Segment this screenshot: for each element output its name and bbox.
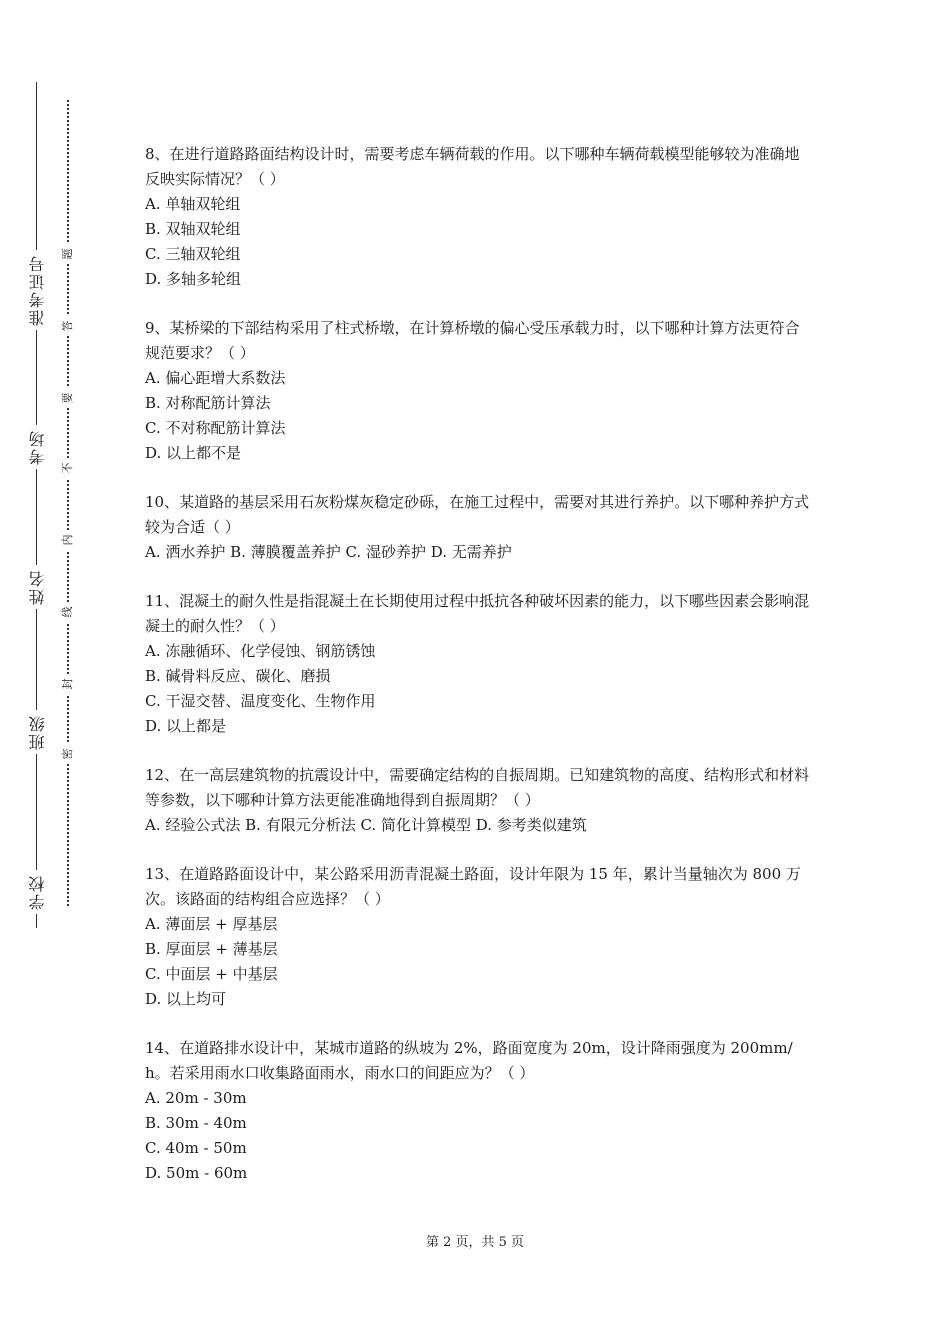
question-text: 13、在道路路面设计中，某公路采用沥青混凝土路面，设计年限为 15 年，累计当量轴次为 800 万次。该路面的结构组合应选择？（ ） <box>145 865 801 908</box>
option-c: C. 不对称配筋计算法 <box>145 419 286 437</box>
question-text: 11、混凝土的耐久性是指混凝土在长期使用过程中抵抗各种破坏因素的能力，以下哪些因素会影响混凝土的耐久性？（ ） <box>145 592 810 635</box>
school-label: 学校 <box>22 870 54 914</box>
question-11 <box>145 589 810 739</box>
exam-room-label: 考场 <box>22 425 54 469</box>
option-b: B. 碱骨料反应、碳化、磨损 <box>145 667 331 685</box>
question-13 <box>145 862 810 1012</box>
binding-margin <box>0 0 110 1344</box>
options-inline: A. 洒水养护 B. 薄膜覆盖养护 C. 湿砂养护 D. 无需养护 <box>145 543 512 561</box>
option-a: A. 20m - 30m <box>145 1089 247 1107</box>
option-c: C. 三轴双轮组 <box>145 245 241 263</box>
option-c: C. 中面层 + 中基层 <box>145 965 278 983</box>
seal-char: 密 <box>58 744 78 764</box>
option-b: B. 双轴双轮组 <box>145 220 241 238</box>
question-10 <box>145 490 810 565</box>
option-c: C. 40m - 50m <box>145 1139 247 1157</box>
question-text: 10、某道路的基层采用石灰粉煤灰稳定砂砾，在施工过程中，需要对其进行养护。以下哪种养护方式较为合适（ ） <box>145 493 810 536</box>
seal-char: 内 <box>58 530 78 550</box>
page-footer: 第 2 页，共 5 页 <box>425 1235 525 1250</box>
question-text: 8、在进行道路路面结构设计时，需要考虑车辆荷载的作用。以下哪种车辆荷载模型能够较为准确地反映实际情况？（ ） <box>145 145 800 188</box>
option-b: B. 对称配筋计算法 <box>145 394 271 412</box>
seal-char: 不 <box>58 458 78 478</box>
question-text: 9、某桥梁的下部结构采用了柱式桥墩，在计算桥墩的偏心受压承载力时，以下哪种计算方法更符合规范要求？（ ） <box>145 319 800 362</box>
seal-char: 要 <box>58 388 78 408</box>
option-d: D. 多轴多轮组 <box>145 270 242 288</box>
question-12 <box>145 763 810 838</box>
option-c: C. 干湿交替、温度变化、生物作用 <box>145 692 376 710</box>
option-a: A. 单轴双轮组 <box>145 195 241 213</box>
seal-char: 封 <box>58 674 78 694</box>
option-a: A. 冻融循环、化学侵蚀、钢筋锈蚀 <box>145 642 376 660</box>
option-d: D. 以上都不是 <box>145 444 242 462</box>
binding-solid-line <box>36 82 37 928</box>
options-inline: A. 经验公式法 B. 有限元分析法 C. 简化计算模型 D. 参考类似建筑 <box>145 816 587 834</box>
question-8 <box>145 142 810 292</box>
option-d: D. 50m - 60m <box>145 1164 248 1182</box>
option-b: B. 30m - 40m <box>145 1114 247 1132</box>
option-b: B. 厚面层 + 薄基层 <box>145 940 278 958</box>
question-9 <box>145 316 810 466</box>
seal-char: 答 <box>58 316 78 336</box>
option-d: D. 以上均可 <box>145 990 227 1008</box>
question-text: 12、在一高层建筑物的抗震设计中，需要确定结构的自振周期。已知建筑物的高度、结构形式和材料等参数，以下哪种计算方法更能准确地得到自振周期？（ ） <box>145 766 810 809</box>
option-a: A. 薄面层 + 厚基层 <box>145 915 278 933</box>
option-d: D. 以上都是 <box>145 717 227 735</box>
question-14 <box>145 1036 810 1186</box>
name-label: 姓名 <box>22 565 54 609</box>
seal-char: 题 <box>58 244 78 264</box>
class-label: 班级 <box>22 710 54 754</box>
option-a: A. 偏心距增大系数法 <box>145 369 286 387</box>
question-text: 14、在道路排水设计中，某城市道路的纵坡为 2%，路面宽度为 20m，设计降雨强度为 200mm/h。若采用雨水口收集路面雨水，雨水口的间距应为？（ ） <box>145 1039 793 1082</box>
question-list <box>145 142 810 1210</box>
exam-number-label: 准考证号 <box>22 250 54 330</box>
seal-char: 线 <box>58 602 78 622</box>
binding-dotted-line <box>67 100 69 906</box>
